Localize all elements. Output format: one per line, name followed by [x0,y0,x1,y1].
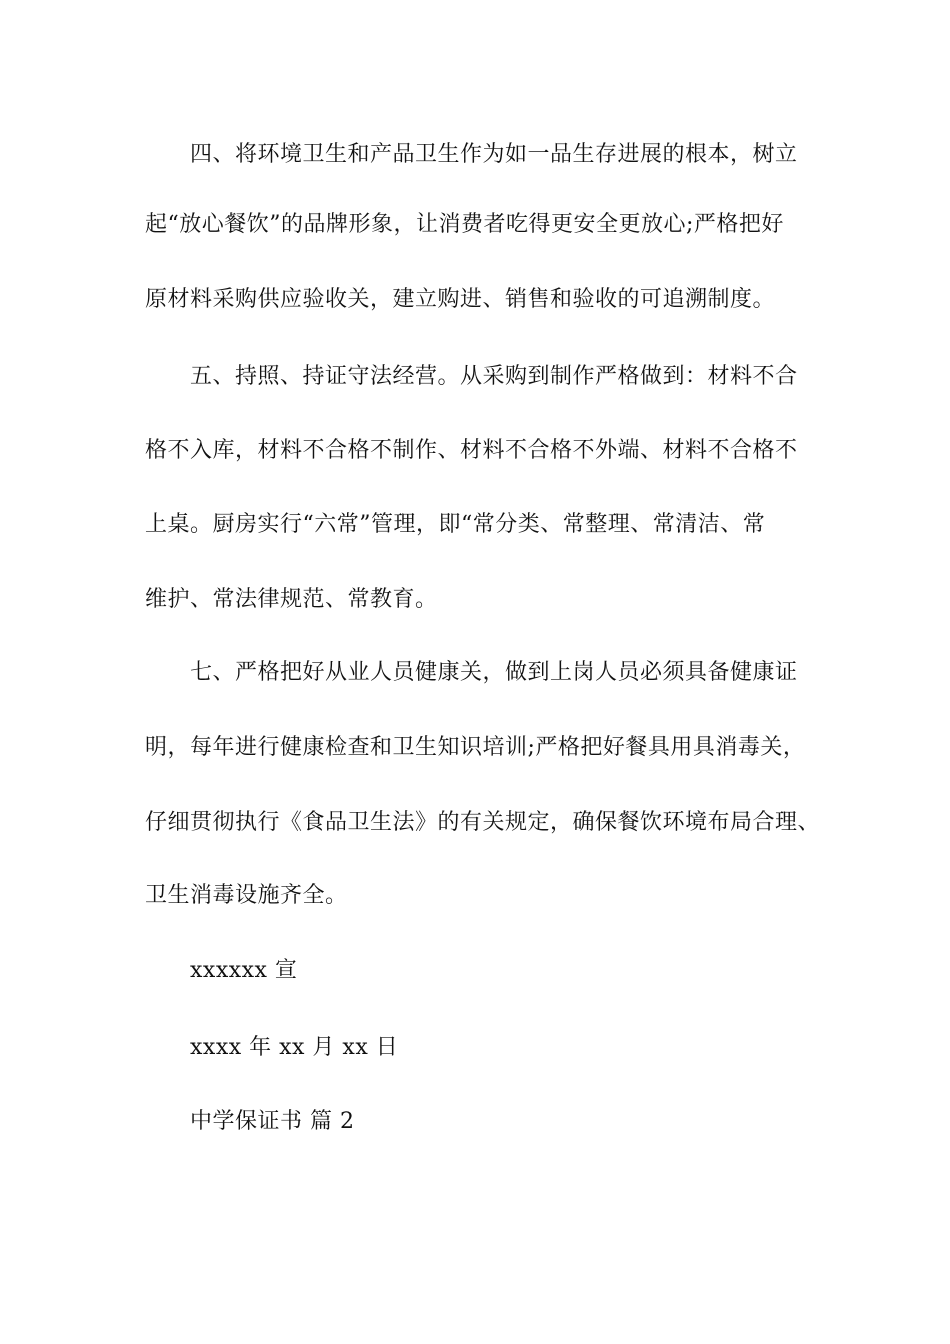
section-heading: 中学保证书 篇 2 [190,1109,355,1134]
paragraph-7-line-2: 明，每年进行健康检查和卫生知识培训;严格把好餐具用具消毒关， [145,735,806,760]
paragraph-5-line-4: 维护、常法律规范、常教育。 [145,587,438,612]
paragraph-5-line-2: 格不入库，材料不合格不制作、材料不合格不外端、材料不合格不 [145,438,798,463]
paragraph-5-line-1: 五、持照、持证守法经营。从采购到制作严格做到：材料不合 [190,364,798,389]
paragraph-5-line-3: 上桌。厨房实行“六常”管理，即“常分类、常整理、常清洁、常 [145,512,766,537]
signature: xxxxxx 宣 [190,958,298,983]
paragraph-7-line-1: 七、严格把好从业人员健康关，做到上岗人员必须具备健康证 [190,660,798,685]
paragraph-4-line-1: 四、将环境卫生和产品卫生作为如一品生存进展的根本，树立 [190,142,798,167]
paragraph-4-line-2: 起“放心餐饮”的品牌形象，让消费者吃得更安全更放心;严格把好 [145,212,784,237]
date: xxxx 年 xx 月 xx 日 [190,1035,399,1060]
paragraph-4-line-3: 原材料采购供应验收关，建立购进、销售和验收的可追溯制度。 [145,287,776,312]
paragraph-7-line-4: 卫生消毒设施齐全。 [145,883,348,908]
paragraph-7-line-3: 仔细贯彻执行《食品卫生法》的有关规定，确保餐饮环境布局合理、 [145,810,821,835]
